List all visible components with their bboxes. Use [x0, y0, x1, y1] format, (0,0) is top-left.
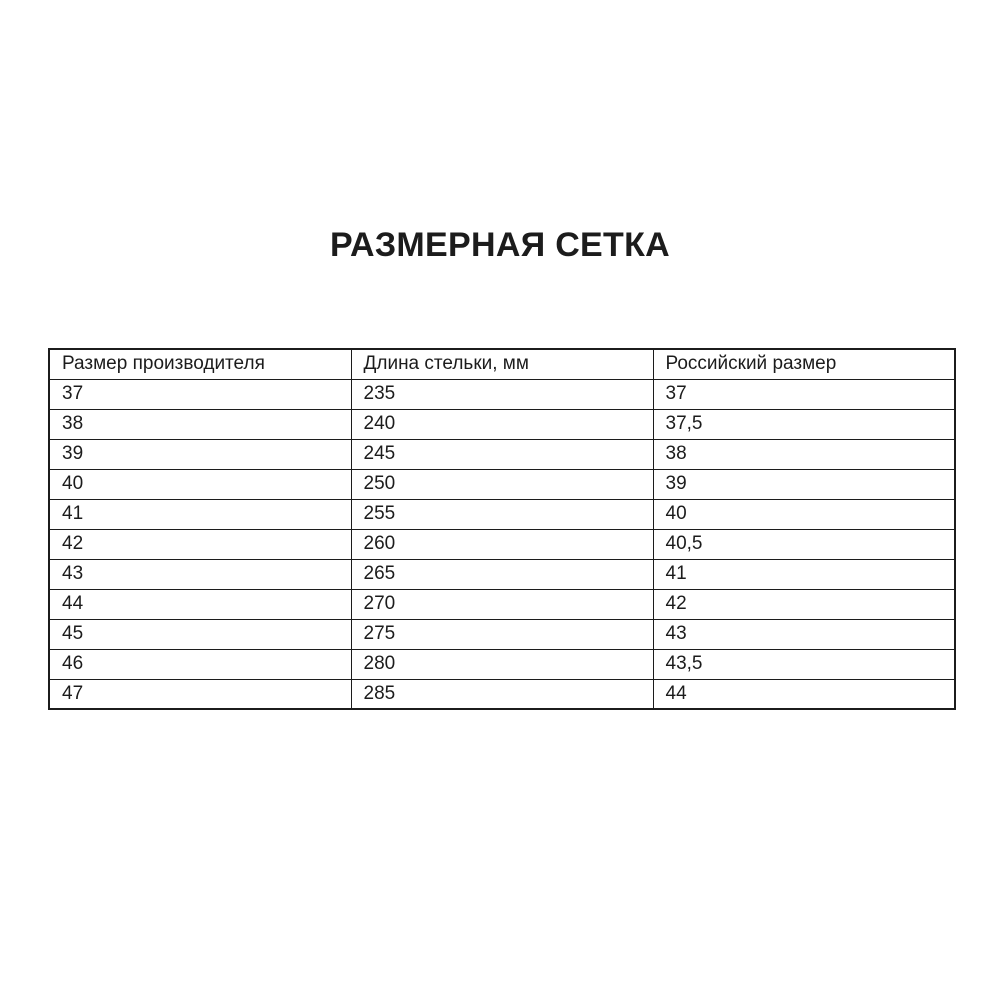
table-cell: 47 — [49, 679, 351, 709]
table-cell: 43 — [653, 619, 955, 649]
table-cell: 40 — [49, 469, 351, 499]
table-cell: 37 — [653, 379, 955, 409]
size-table-head — [49, 349, 955, 379]
table-cell: 37,5 — [653, 409, 955, 439]
column-header: Российский размер — [653, 349, 955, 379]
table-cell: 245 — [351, 439, 653, 469]
size-table-body — [49, 379, 955, 709]
table-cell: 285 — [351, 679, 653, 709]
table-cell: 44 — [49, 589, 351, 619]
table-row — [49, 379, 955, 409]
table-row — [49, 439, 955, 469]
column-header: Размер производителя — [49, 349, 351, 379]
table-row — [49, 619, 955, 649]
table-cell: 39 — [49, 439, 351, 469]
table-cell: 38 — [49, 409, 351, 439]
header-row — [49, 349, 955, 379]
table-cell: 255 — [351, 499, 653, 529]
table-cell: 39 — [653, 469, 955, 499]
table-cell: 46 — [49, 649, 351, 679]
table-row — [49, 499, 955, 529]
table-row — [49, 469, 955, 499]
column-header: Длина стельки, мм — [351, 349, 653, 379]
table-cell: 41 — [49, 499, 351, 529]
table-row — [49, 409, 955, 439]
table-cell: 240 — [351, 409, 653, 439]
table-cell: 41 — [653, 559, 955, 589]
table-cell: 265 — [351, 559, 653, 589]
table-cell: 40,5 — [653, 529, 955, 559]
table-row — [49, 559, 955, 589]
table-cell: 270 — [351, 589, 653, 619]
table-row — [49, 679, 955, 709]
table-cell: 45 — [49, 619, 351, 649]
table-cell: 42 — [49, 529, 351, 559]
table-cell: 44 — [653, 679, 955, 709]
table-cell: 42 — [653, 589, 955, 619]
table-row — [49, 649, 955, 679]
table-row — [49, 589, 955, 619]
page-title: РАЗМЕРНАЯ СЕТКА — [329, 226, 671, 264]
table-cell: 43,5 — [653, 649, 955, 679]
table-row — [49, 529, 955, 559]
table-cell: 250 — [351, 469, 653, 499]
table-cell: 40 — [653, 499, 955, 529]
table-cell: 37 — [49, 379, 351, 409]
table-cell: 275 — [351, 619, 653, 649]
table-cell: 43 — [49, 559, 351, 589]
table-cell: 260 — [351, 529, 653, 559]
size-table — [48, 348, 956, 710]
table-cell: 38 — [653, 439, 955, 469]
table-cell: 235 — [351, 379, 653, 409]
table-cell: 280 — [351, 649, 653, 679]
